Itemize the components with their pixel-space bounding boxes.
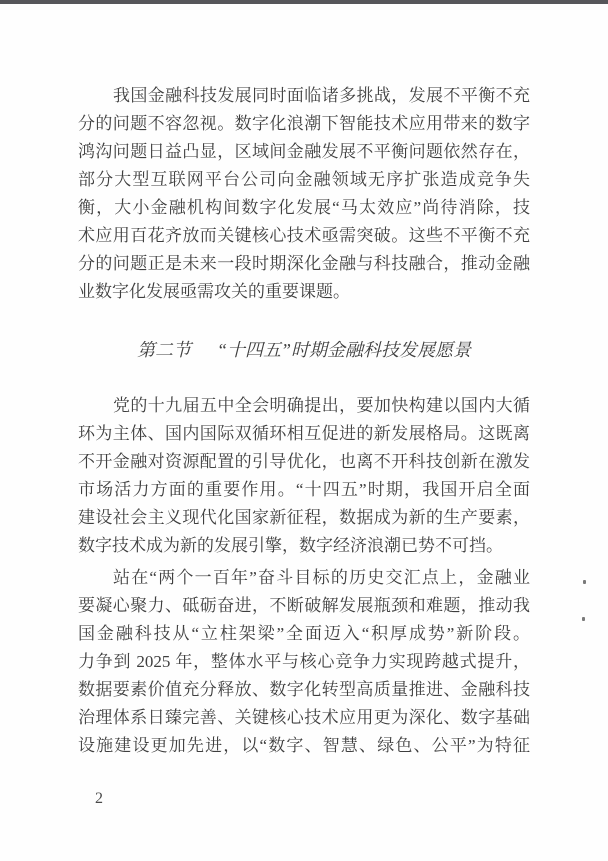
text-line: 分的问题正是未来一段时期深化金融与科技融合，推动金融 xyxy=(78,254,530,273)
section-number: 第二节 xyxy=(136,340,191,360)
text-line: 部分大型互联网平台公司向金融领域无序扩张造成竞争失 xyxy=(78,170,530,189)
section-title: “十四五”时期金融科技发展愿景 xyxy=(216,340,472,360)
text-line: 鸿沟问题日益凸显，区域间金融发展不平衡问题依然存在， xyxy=(78,142,530,161)
text-line: 站在“两个一百年”奋斗目标的历史交汇点上，金融业 xyxy=(113,568,530,587)
text-line: 治理体系日臻完善、关键核心技术应用更为深化、数字基础 xyxy=(78,708,530,727)
scan-speck xyxy=(583,580,586,584)
text-line: 设施建设更加先进，以“数字、智慧、绿色、公平”为特征 xyxy=(78,736,530,755)
text-line: 国金融科技从“立柱架梁”全面迈入“积厚成势”新阶段。 xyxy=(78,624,530,643)
paragraph-five-year-plan xyxy=(78,392,530,560)
section-heading xyxy=(78,336,530,364)
text-line: 党的十九届五中全会明确提出，要加快构建以国内大循 xyxy=(113,396,530,415)
paragraph-challenges xyxy=(78,82,530,306)
text-line: 数据要素价值充分释放、数字化转型高质量推进、金融科技 xyxy=(78,680,530,699)
scan-border-top xyxy=(0,0,608,4)
text-line: 衡，大小金融机构间数字化发展“马太效应”尚待消除，技 xyxy=(78,198,530,217)
text-line: 不开金融对资源配置的引导优化，也离不开科技创新在激发 xyxy=(78,452,530,471)
text-line: 业数字化发展亟需攻关的重要课题。 xyxy=(78,282,350,301)
text-line: 我国金融科技发展同时面临诸多挑战，发展不平衡不充 xyxy=(113,86,530,105)
text-line: 建设社会主义现代化国家新征程，数据成为新的生产要素， xyxy=(78,508,530,527)
paragraph-2025-goals xyxy=(78,564,530,760)
text-line: 力争到 2025 年，整体水平与核心竞争力实现跨越式提升， xyxy=(78,652,530,671)
text-line: 要凝心聚力、砥砺奋进，不断破解发展瓶颈和难题，推动我 xyxy=(78,596,530,615)
text-line: 数字技术成为新的发展引擎，数字经济浪潮已势不可挡。 xyxy=(78,536,503,555)
page-number: 2 xyxy=(95,790,103,807)
text-line: 分的问题不容忽视。数字化浪潮下智能技术应用带来的数字 xyxy=(78,114,530,133)
text-line: 环为主体、国内国际双循环相互促进的新发展格局。这既离 xyxy=(78,424,530,443)
text-line: 市场活力方面的重要作用。“十四五”时期，我国开启全面 xyxy=(78,480,530,499)
text-line: 术应用百花齐放而关键核心技术亟需突破。这些不平衡不充 xyxy=(78,226,530,245)
scan-speck xyxy=(582,617,585,621)
